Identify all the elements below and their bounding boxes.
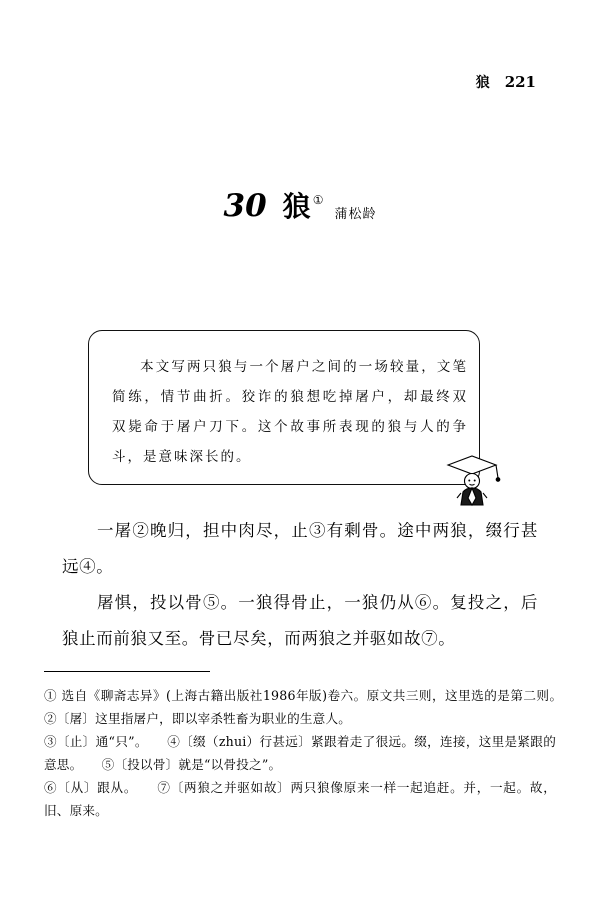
- footnote-line: ⑥〔从〕跟从。 ⑦〔两狼之并驱如故〕两只狼像原来一样一起追赶。并，一起。故，旧、原来。: [44, 780, 556, 818]
- page-title: [0, 185, 600, 225]
- title-note-marker: ①: [312, 193, 324, 207]
- title-line: [224, 185, 377, 225]
- graduate-student-icon: [442, 448, 508, 510]
- footnote-line: ① 选自《聊斋志异》(上海古籍出版社1986年版)卷六。原文共三则，这里选的是第二则。 ②〔屠〕这里指屠户，即以宰杀牲畜为职业的生意人。: [44, 688, 582, 726]
- footnotes: [44, 684, 582, 822]
- lesson-number: 30: [223, 188, 267, 224]
- running-head: [476, 72, 536, 92]
- page-number: 221: [504, 73, 536, 91]
- body-paragraph: 屠惧，投以骨⑤。一狼得骨止，一狼仍从⑥。复投之，后狼止而前狼又至。骨已尽矣，而两狼之并驱如故⑦。: [62, 593, 538, 648]
- intro-paragraph: 本文写两只狼与一个屠户之间的一场较量，文笔简练，情节曲折。狡诈的狼想吃掉屠户，却最终双双毙命于屠户刀下。这个故事所表现的狼与人的争斗，是意味深长的。: [112, 359, 468, 465]
- lesson-title: 狼: [282, 190, 312, 223]
- intro-text: [112, 352, 468, 472]
- body-paragraph: 一屠②晚归，担中肉尽，止③有剩骨。途中两狼，缀行甚远④。: [62, 521, 538, 576]
- body-text: [62, 513, 538, 657]
- running-head-title: 狼: [475, 75, 491, 91]
- footnote-line: ③〔止〕通“只”。 ④〔缀（zhui）行甚远〕紧跟着走了很远。缀，连接，这里是紧跟的意思。 ⑤〔投以骨〕就是“以骨投之”。: [44, 734, 556, 772]
- author-name: 蒲松龄: [334, 207, 377, 222]
- footnote-divider: [44, 671, 210, 672]
